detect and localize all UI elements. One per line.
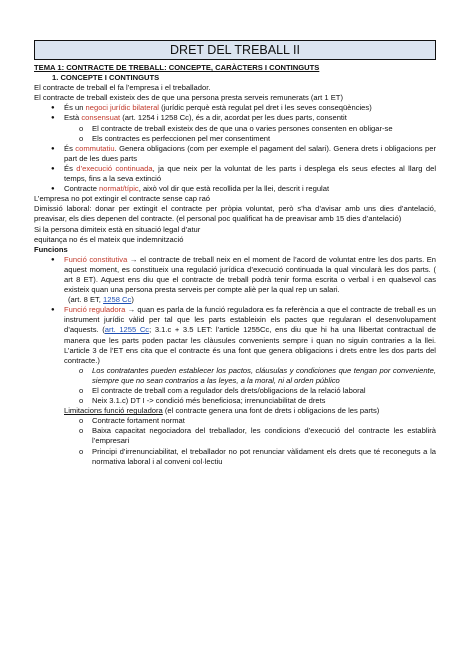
paragraph: equitança no és el mateix que indemnització [34, 234, 184, 244]
topic-heading: TEMA 1: CONTRACTE DE TREBALL: CONCEPTE, CARÀCTERS I CONTINGUTS [34, 63, 320, 72]
section-heading: 1. CONCEPTE I CONTINGUTS [52, 73, 160, 83]
bullet-item: ● Contracte normat/típic, això vol dir que està recollida per la llei, descrit i regulat [34, 184, 436, 194]
sub-bullet-item: o Els contractes es perfeccionen pel mer consentiment [34, 134, 436, 144]
sub-bullet-item: o El contracte de treball com a regulador dels drets/obligacions de la relació laboral [34, 386, 436, 396]
paragraph: L’empresa no pot extingir el contracte sense cap raó [34, 194, 211, 204]
paragraph: El contracte de treball el fa l’empresa i el treballador. [34, 83, 211, 93]
bullet-item: ● És un negoci jurídic bilateral (jurídic perquè està regulat pel dret i les seves conseqüències) [34, 103, 436, 113]
paragraph: Dimissió laboral: donar per extingit el contracte per pròpia voluntat, però s’ha d’avisar amb uns dies d’antelació, preavisar, els dies depenen del contracte. (el personal poc qualificat ha de preavisar amb 15 dies d’antelació) [34, 204, 436, 224]
sub-bullet-item: o Contracte fortament normat [34, 416, 436, 426]
reference-link[interactable]: art. 1255 Cc [104, 325, 150, 335]
bullet-item: ● Està consensuat (art. 1254 i 1258 Cc), és a dir, acordat per les dues parts, consentit [34, 113, 436, 123]
function-item-constitutive: ● Funció constitutiva → el contracte de treball neix en el moment de l’acord de voluntat entre les dos parts. En aquest moment, es constitueix una regulació jurídica d’execució continuada la qual vincularà les dos parts. ( art 8 ET). Aquest ens diu que el contracte de treball podrà tenir forma escrita o verbal i en qualsevol cas existeix quan una persona presta serveis per compte aliè per la qual rep un salari. [34, 255, 436, 295]
sub-bullet-item: o Los contratantes pueden establecer los pactos, cláusulas y condiciones que tengan por conveniente, siempre que no sean contrarios a las leyes, a la moral, ni al orden público [34, 366, 436, 386]
paragraph: El contracte de treball existeix des de que una persona presta serveis remunerats (art 1 ET) [34, 93, 343, 103]
bullet-item: ● És commutatiu. Genera obligacions (com per exemple el pagament del salari). Genera drets i obligacions per part de les dues parts [34, 144, 436, 164]
document-title: DRET DEL TREBALL II [34, 40, 436, 60]
paragraph: Si la persona dimiteix està en situació legal d’atur [34, 224, 201, 234]
sub-bullet-item: o Neix 3.1.c) DT I -> condició més beneficiosa; irrenunciabilitat de drets [34, 396, 436, 406]
function-item-regulatory: ● Funció reguladora → quan es parla de la funció reguladora es fa referència a que el contracte de treball es un instrument jurídic vàlid per tal que les parts estableixin els pactes que regularan el desenvolupament d’aquests. (art. 1255 Cc; 3.1.c + 3.5 LET: l’article 1255Cc, ens diu que hi ha una llibertat contractual de manera que les parts poden pactar les clàusules convenients sempre i quan no siguin contraries a la llei. L’article 3 de l’ET ens cita que el contracte és una font que genera obligacions i drets entre les dos parts del contracte.) [34, 305, 436, 366]
bullet-item: ● És d’execució continuada, ja que neix per la voluntat de les parts i desplega els seus efectes al llarg del temps, fins a la seva extinció [34, 164, 436, 184]
reference-line: (art. 8 ET, 1258 Cc) [68, 295, 134, 305]
sub-bullet-item: o Baixa capacitat negociadora del treballador, les condicions d’execució del contracte les establirà l’empresari [34, 426, 436, 446]
reference-link[interactable]: 1258 Cc [103, 295, 132, 305]
functions-heading: Funcions [34, 244, 68, 254]
sub-bullet-item: o El contracte de treball existeix des de que una o varies persones consenten en obligar-se [34, 124, 436, 134]
sub-bullet-item: o Principi d’irrenunciabilitat, el treballador no pot renunciar vàlidament els drets que té reconeguts a la normativa laboral i al conveni col·lectiu [34, 447, 436, 467]
limitations-heading: Limitacions funció reguladora (el contracte genera una font de drets i obligacions de les parts) [64, 406, 380, 416]
